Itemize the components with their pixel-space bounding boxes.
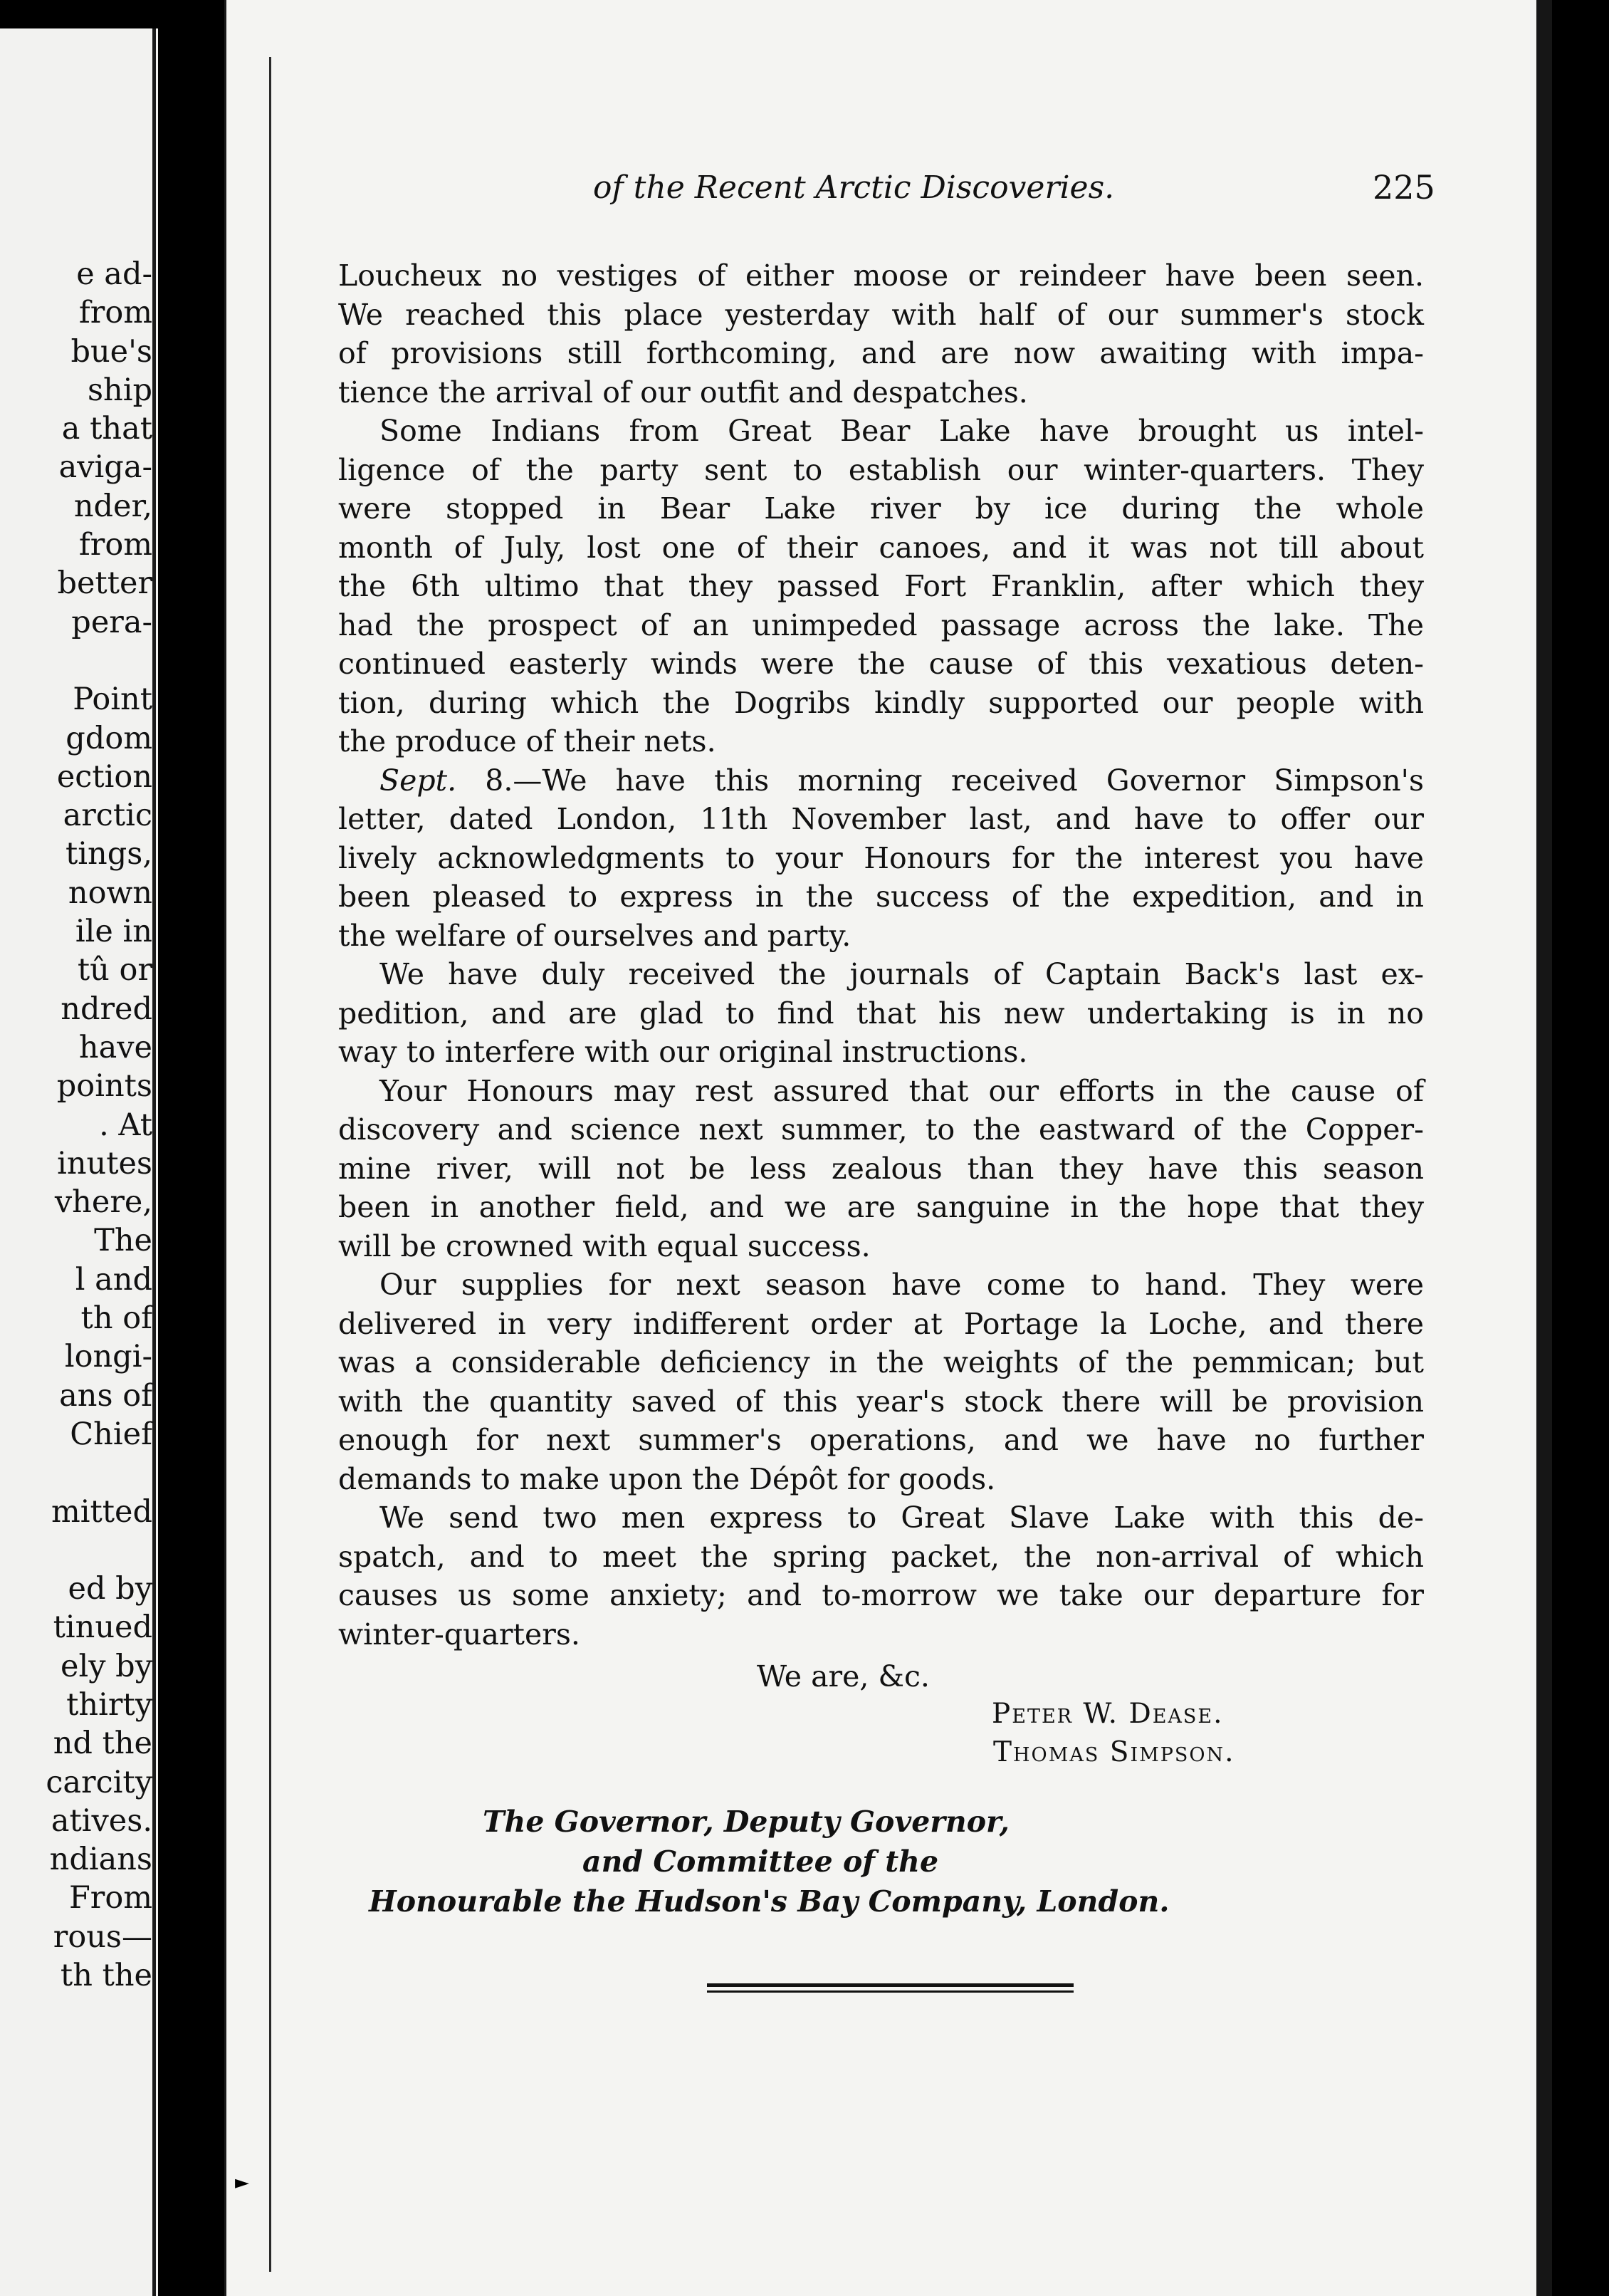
facing-page-line: ely by: [61, 1648, 152, 1684]
end-rule-thin: [707, 1990, 1074, 1993]
text-line: discovery and science next summer, to the eastward of the Copper-: [338, 1112, 1424, 1147]
facing-page-line: ndred: [61, 991, 152, 1027]
letter-addressee: [369, 1802, 1223, 1921]
facing-page-line: vhere,: [54, 1184, 152, 1221]
facing-page-line: nder,: [73, 488, 152, 524]
facing-page-line: longi-: [64, 1339, 152, 1375]
text-line: tion, during which the Dogribs kindly supported our people with: [338, 685, 1424, 720]
text-line: the welfare of ourselves and party.: [338, 918, 851, 953]
facing-page-line: carcity: [46, 1764, 152, 1800]
facing-page-line: inutes: [57, 1145, 152, 1181]
text-line: with the quantity saved of this year's stock there will be provision: [338, 1384, 1424, 1419]
facing-page-line: better: [57, 565, 152, 602]
text-line: been in another field, and we are sanguine in the hope that they: [338, 1190, 1424, 1224]
text-line: letter, dated London, 11th November last, and have to offer our: [338, 802, 1424, 836]
page-edge-shadow: [1536, 0, 1552, 2296]
facing-page-line: [46, 1531, 152, 1570]
corner-mark-icon: ►: [235, 2172, 249, 2193]
text-line: Your Honours may rest assured that our efforts in the cause of: [379, 1073, 1424, 1108]
page-number: 225: [1373, 168, 1435, 207]
facing-page-line: ile in: [75, 914, 152, 950]
facing-page-line: ection: [56, 758, 152, 795]
facing-page-line: tinued: [53, 1609, 152, 1646]
text-line: the 6th ultimo that they passed Fort Franklin, after which they: [338, 569, 1424, 603]
end-rule-thick: [707, 1983, 1074, 1987]
facing-page-line: a that: [61, 411, 152, 447]
book-page: [224, 0, 1552, 2296]
text-line: [338, 761, 1424, 800]
facing-page-line: thirty: [66, 1686, 152, 1723]
page-fold-line: [269, 57, 271, 2272]
facing-page-line: Point: [73, 682, 152, 718]
facing-page-line: Chief: [70, 1416, 152, 1452]
facing-page-line: . At: [99, 1107, 152, 1143]
text-line: Loucheux no vestiges of either moose or reindeer have been seen.: [338, 259, 1424, 293]
facing-page-line: ndians: [49, 1842, 152, 1878]
facing-page-line: From: [68, 1880, 152, 1916]
text-line: We send two men express to Great Slave Lake with this de-: [379, 1501, 1424, 1535]
facing-page-text: [46, 255, 152, 1995]
text-line: winter-quarters.: [338, 1617, 580, 1651]
facing-page-line: aviga-: [58, 449, 152, 486]
facing-page-line: nown: [68, 875, 152, 911]
addressee-line-3: Honourable the Hudson's Bay Company, London.: [369, 1884, 1170, 1919]
facing-page-line: th the: [60, 1958, 152, 1994]
facing-page-line: ship: [87, 372, 152, 408]
facing-page-line: from: [78, 527, 152, 563]
text-line: Some Indians from Great Bear Lake have brought us intel-: [379, 414, 1424, 448]
text-line: pedition, and are glad to find that his new undertaking is in no: [338, 996, 1424, 1030]
text-line: of provisions still forthcoming, and are now awaiting with impa-: [338, 336, 1424, 370]
facing-page-line: points: [56, 1068, 152, 1105]
addressee-line-2: and Committee of the: [582, 1844, 939, 1879]
gutter-shadow: [152, 28, 156, 2296]
text-line: way to interfere with our original instructions.: [338, 1035, 1028, 1069]
facing-page-line: tû or: [77, 952, 152, 988]
text-line: lively acknowledgments to your Honours for the interest you have: [338, 840, 1424, 875]
signatory-dease: Peter W. Dease.: [992, 1698, 1224, 1730]
facing-page-line: arctic: [63, 798, 152, 834]
text-line: causes us some anxiety; and to-morrow we take our departure for: [338, 1578, 1424, 1612]
facing-page-line: [46, 642, 152, 680]
text-line: had the prospect of an unimpeded passage across the lake. The: [338, 607, 1424, 642]
text-line: enough for next summer's operations, and we have no further: [338, 1423, 1424, 1457]
text-line: the produce of their nets.: [338, 724, 716, 758]
text-line: been pleased to express in the success of the expedition, and in: [338, 880, 1424, 914]
section-end-rule: [707, 1983, 1074, 1998]
facing-page-line: nd the: [53, 1726, 152, 1762]
facing-page-line: th of: [80, 1300, 152, 1337]
facing-page-line: [46, 1454, 152, 1492]
facing-page-line: pera-: [71, 604, 152, 640]
facing-page-line: tings,: [65, 836, 152, 872]
letter-body: [338, 256, 1424, 1654]
running-head: of the Recent Arctic Discoveries.: [593, 169, 1115, 206]
text-line: continued easterly winds were the cause of this vexatious deten-: [338, 647, 1424, 681]
text-line: spatch, and to meet the spring packet, the non-arrival of which: [338, 1539, 1424, 1574]
text-line: delivered in very indifferent order at Portage la Loche, and there: [338, 1306, 1424, 1341]
text-line: will be crowned with equal success.: [338, 1228, 871, 1263]
facing-page-line: gdom: [65, 720, 152, 756]
facing-page-line: from: [78, 295, 152, 331]
facing-page-line: ed by: [68, 1571, 152, 1607]
date-label: Sept.: [379, 763, 457, 798]
facing-page-line: mitted: [51, 1493, 152, 1530]
facing-page-fragment: [0, 28, 158, 2296]
text-line-rest: 8.—We have this morning received Governor Simpson's: [456, 763, 1424, 798]
facing-page-line: The: [94, 1223, 152, 1259]
text-line: We have duly received the journals of Captain Back's last ex-: [379, 957, 1424, 991]
text-line: month of July, lost one of their canoes, and it was not till about: [338, 530, 1424, 565]
text-line: were stopped in Bear Lake river by ice during the whole: [338, 491, 1424, 526]
text-line: ligence of the party sent to establish our winter-quarters. They: [338, 452, 1424, 487]
facing-page-line: atives.: [51, 1802, 152, 1839]
facing-page-line: have: [78, 1029, 152, 1065]
text-line: tience the arrival of our outfit and despatches.: [338, 375, 1028, 409]
facing-page-line: l and: [75, 1261, 152, 1298]
facing-page-line: ans of: [59, 1377, 152, 1414]
text-line: was a considerable deficiency in the weights of the pemmican; but: [338, 1345, 1424, 1379]
facing-page-line: bue's: [70, 333, 152, 370]
facing-page-line: e ad-: [76, 256, 152, 292]
text-line: We reached this place yesterday with half of our summer's stock: [338, 297, 1424, 332]
signatories: [992, 1695, 1235, 1772]
text-line: mine river, will not be less zealous than they have this season: [338, 1151, 1424, 1186]
facing-page-line: rous—: [53, 1919, 152, 1955]
signatory-simpson: Thomas Simpson.: [993, 1736, 1235, 1768]
text-line: demands to make upon the Dépôt for goods.: [338, 1461, 996, 1496]
addressee-line-1: The Governor, Deputy Governor,: [483, 1805, 1010, 1839]
text-line: Our supplies for next season have come to hand. They were: [379, 1268, 1424, 1302]
letter-closing: We are, &c.: [757, 1659, 930, 1694]
